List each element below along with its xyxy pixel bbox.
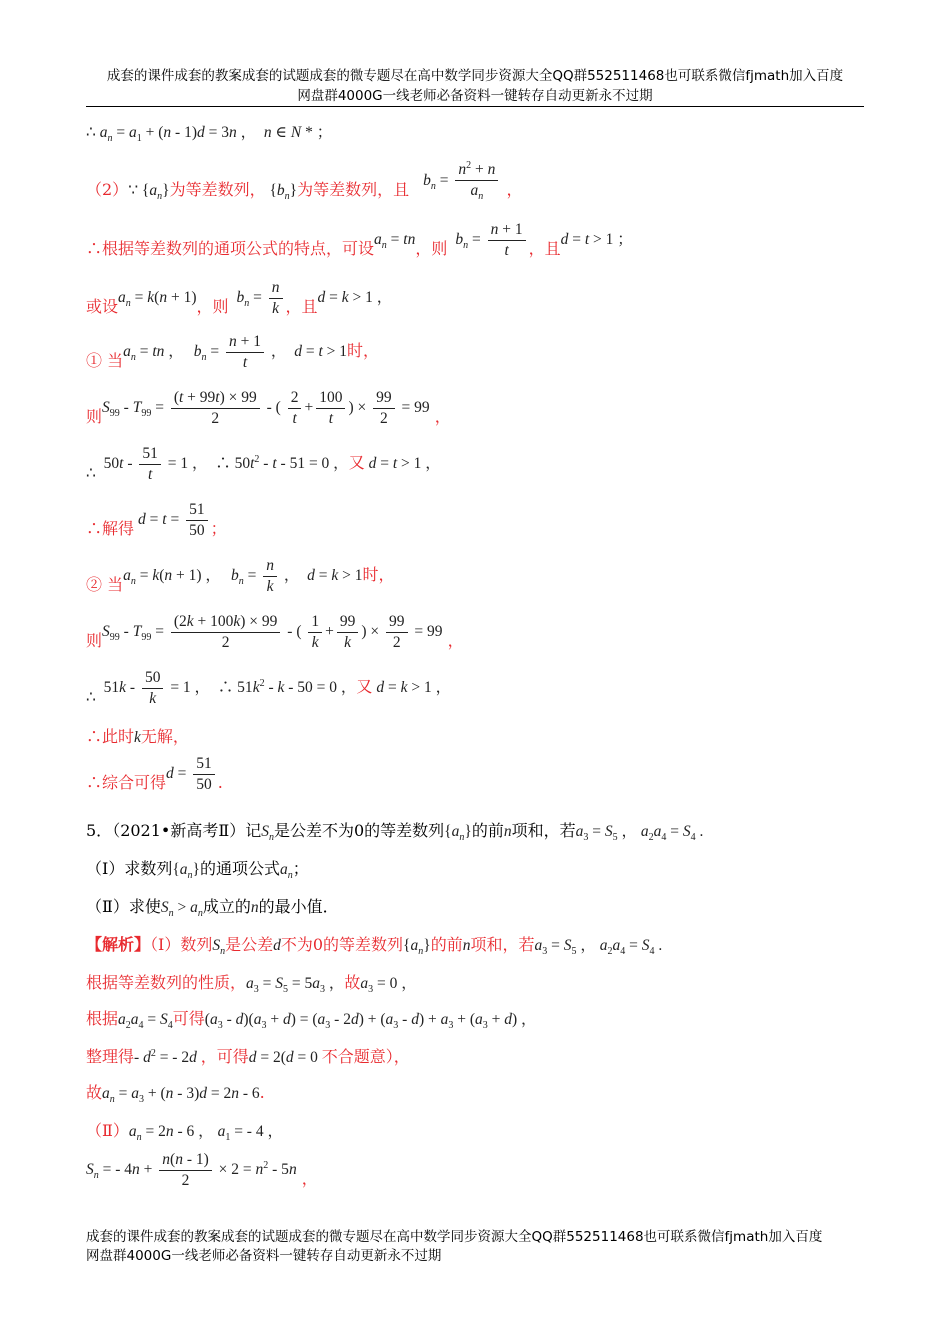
case2-heading: ② 当$a_n = k(n + 1)$ ， $b_n$ = $\frac{n}{k}$ ， d = k > 1时，	[86, 557, 395, 595]
header-line-2: 网盘群4000G一线老师必备资料一键转存自动更新永不过期	[297, 88, 653, 104]
case1-heading: ① 当$a_n$ = tn ， $b_n$ = $\frac{n + 1}{t}$ ， d = t > 1时，	[86, 333, 380, 371]
solution-part-I: 【解析】（Ⅰ）数列$S_n$是公差d不为0的等差数列$\{a_n\}$的前n项和，若$a_3 = S_5$ ， $a_2a_4 = S_4$ .	[86, 935, 663, 958]
solution-derive: 根据$a_2a_4 = S_4$可得$(a_3 - d)(a_3 + d) = (a_3 - 2d) + (a_3 - d) + a_3 + (a_3 + d)$ ，	[86, 1009, 537, 1032]
question-5-part-I: （Ⅰ）求数列$\{a_n\}$的通项公式$a_n$；	[86, 859, 309, 882]
case2-simplify: ∴ 51k - $\frac{50}{k}$ = 1 ， ∴ $51k^2 - k - 50 = 0$ ，又 d = k > 1 ，	[86, 669, 452, 707]
formula-an: ∴ $a_n = a_1 + (n - 1)d = 3n$ ， n ∈ N * ；	[86, 124, 333, 145]
part2-label: （2）	[86, 180, 129, 200]
solution-tag: 【解析】	[86, 935, 151, 954]
solution-an: 故$a_n = a_3 + (n - 3)d = 2n - 6$.	[86, 1083, 265, 1106]
page-footer	[86, 1228, 864, 1266]
solution-sn: $S_n$ = - 4n + $\frac{n(n - 1)}{2}$ × $2 = n^2 - 5n$ ，	[86, 1151, 318, 1189]
footer-line-2: 网盘群4000G一线老师必备资料一键转存自动更新永不过期	[86, 1248, 442, 1264]
header-line-1: 成套的课件成套的教案成套的试题成套的微专题尽在高中数学同步资源大全QQ群552511468也可联系微信fjmath加入百度	[106, 68, 844, 84]
part2-statement: （2）∵ $\{a_n\}$为等差数列， $\{b_n\}$为等差数列，且 $b_n$ = $\frac{n^2 + n}{a_n}$ ，	[86, 156, 522, 207]
case1-sum-equation: 则$S_{99} - T_{99}$ = $\frac{(t + 99t) \times 99}{2}$ - ( $\frac{2}{t}$ + $\frac{100}{t}$ ) × $\frac{99}{2}$ = 99 ，	[86, 389, 451, 427]
page-header	[86, 66, 864, 106]
case1-simplify: ∴ 50t - $\frac{51}{t}$ = 1 ， ∴ $50t^2 - t - 51 = 0$ ，又 d = t > 1 ，	[86, 445, 441, 483]
solution-d: 整理得- $d^2$ = - 2d ，可得d = 2(d = 0 不合题意），	[86, 1047, 410, 1066]
solution-property: 根据等差数列的性质，$a_3 = S_5 = 5a_3$ ，故$a_3 = 0$ ，	[86, 973, 417, 996]
case2-no-solution: ∴此时k无解，	[86, 727, 189, 746]
or-set-an: 或设$a_n = k(n + 1)$，则 $b_n$ = $\frac{n}{k}$ ，且d = k > 1 ，	[86, 279, 393, 317]
footer-line-1: 成套的课件成套的教案成套的试题成套的微专题尽在高中数学同步资源大全QQ群552511468也可联系微信fjmath加入百度	[86, 1229, 823, 1245]
solution-part-II: $(Ⅱ)a_n = 2n - 6$ ， $a_1$ = - 4 ，	[86, 1121, 283, 1144]
set-an-tn: ∴根据等差数列的通项公式的特点，可设$a_n$ = tn，则 $b_n$ = $\frac{n + 1}{t}$ ，且d = t > 1 ；	[86, 221, 633, 259]
case2-sum-equation: 则$S_{99} - T_{99}$ = $\frac{(2k + 100k) \times 99}{2}$ - ( $\frac{1}{k}$ + $\frac{99}{k}$ ) × $\frac{99}{2}$ = 99 ，	[86, 613, 464, 651]
question-5: 5．（2021•新高考Ⅱ）记$S_n$是公差不为0的等差数列$\{a_n\}$的前n项和，若$a_3 = S_5$ ， $a_2a_4 = S_4$ .	[86, 821, 704, 844]
question-5-part-II: （Ⅱ）求使$S_n > a_n$成立的n的最小值．	[86, 897, 339, 920]
header-divider	[86, 106, 864, 107]
case1-solution: ∴解得 d = t = $\frac{51}{50}$ ；	[86, 501, 227, 539]
combined-result: ∴综合可得d = $\frac{51}{50}$ .	[86, 755, 223, 793]
